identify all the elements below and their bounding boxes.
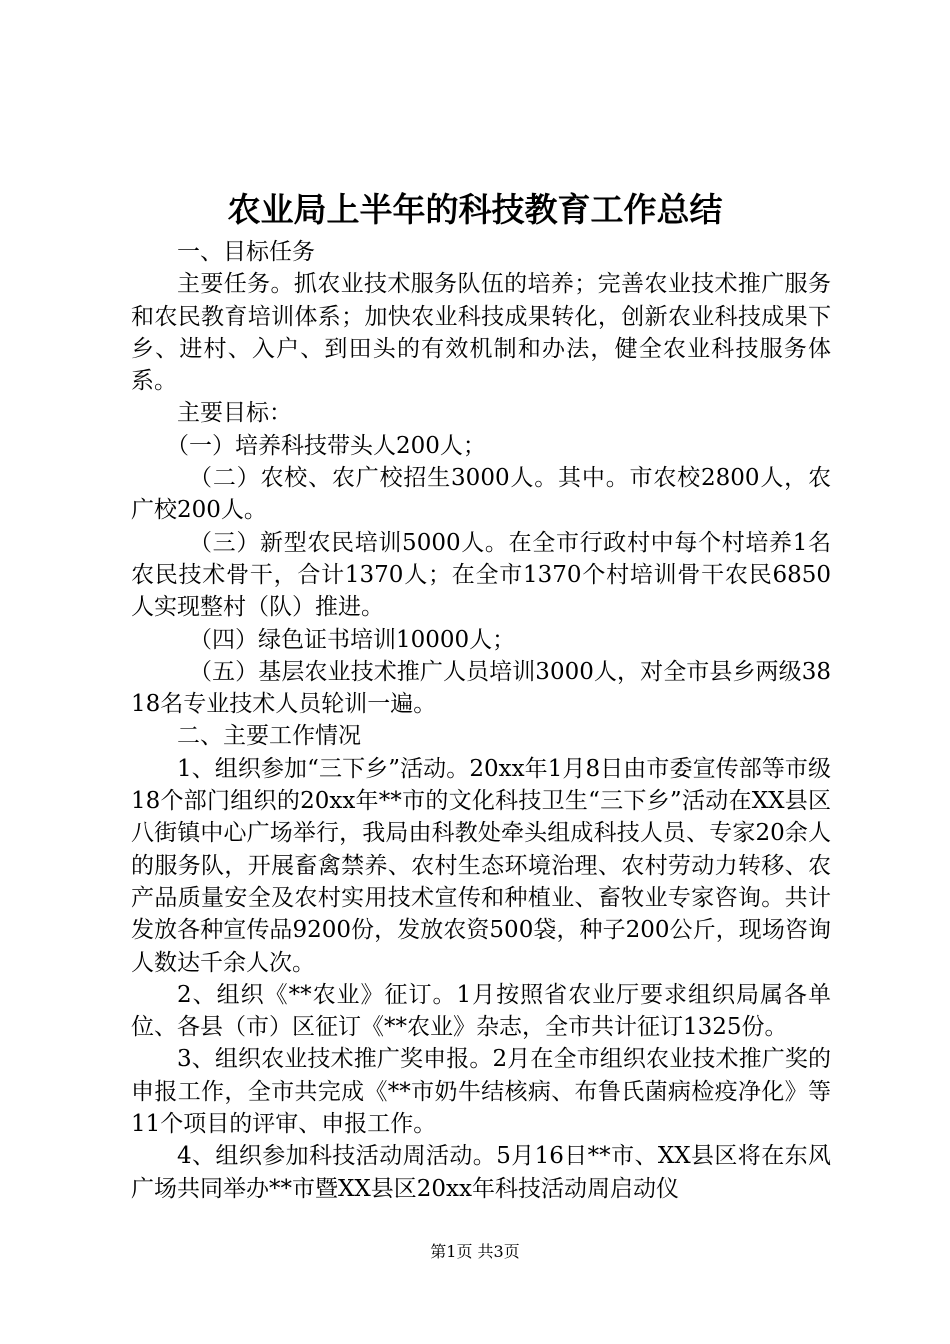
- section-heading-goals: 一、目标任务: [177, 239, 315, 265]
- work-item-4: 4、组织参加科技活动周活动。5月16日**市、XX县区将在东风广场共同举办**市暨XX县区20xx年科技活动周启动仪: [131, 1143, 831, 1202]
- goal-item-3: （三）新型农民培训5000人。在全市行政村中每个村培养1名农民技术骨干，合计1370人；在全市1370个村培训骨干农民6850人实现整村（队）推进。: [131, 529, 831, 621]
- section-heading-work: 二、主要工作情况: [177, 723, 361, 750]
- work-item-1: 1、组织参加“三下乡”活动。20xx年1月8日由市委宣传部等市级18个部门组织的20xx年**市的文化科技卫生“三下乡”活动在XX县区八街镇中心广场举行，我局由科教处牵头组成科技人员、专家20余人的服务队，开展畜禽禁养、农村生态环境治理、农村劳动力转移、农产品质量安全及农村实用技术宣传和种植业、畜牧业专家咨询。共计发放各种宣传品9200份，发放农资500袋，种子200公斤，现场咨询人数达千余人次。: [131, 755, 831, 976]
- goal-item-5: （五）基层农业技术推广人员培训3000人，对全市县乡两级3818名专业技术人员轮训一遍。: [131, 658, 831, 718]
- document-body: [131, 236, 831, 1205]
- goal-item-4: （四）绿色证书培训10000人；: [189, 626, 516, 653]
- work-item-2: 2、组织《**农业》征订。1月按照省农业厅要求组织局属各单位、各县（市）区征订《**农业》杂志，全市共计征订1325份。: [131, 981, 831, 1041]
- goal-item-1: （一）培养科技带头人200人；: [166, 432, 486, 459]
- goal-item-2: （二）农校、农广校招生3000人。其中。市农校2800人，农广校200人。: [131, 465, 831, 524]
- document-title: 农业局上半年的科技教育工作总结: [227, 190, 723, 229]
- page-number-footer: 第1页 共3页: [430, 1242, 520, 1261]
- paragraph-main-tasks: 主要任务。抓农业技术服务队伍的培养；完善农业技术推广服务和农民教育培训体系；加快农业科技成果转化，创新农业科技成果下乡、进村、入户、到田头的有效机制和办法，健全农业科技服务体系。: [131, 271, 831, 395]
- paragraph-main-goals: 主要目标：: [177, 400, 292, 427]
- work-item-3: 3、组织农业技术推广奖申报。2月在全市组织农业技术推广奖的申报工作，全市共完成《**市奶牛结核病、布鲁氏菌病检疫净化》等11个项目的评审、申报工作。: [131, 1046, 831, 1138]
